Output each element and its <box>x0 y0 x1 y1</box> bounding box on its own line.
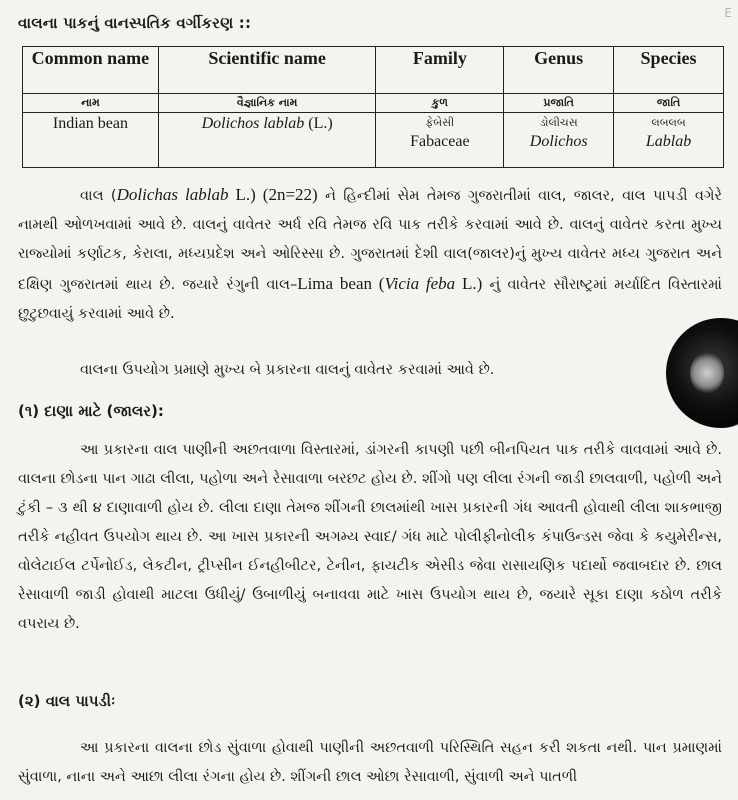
table-header-gu <box>23 94 724 113</box>
header-family: Family <box>376 47 504 94</box>
usage-paragraph: વાલના ઉપયોગ પ્રમાણે મુખ્ય બે પ્રકારના વાલનું વાવેતર કરવામાં આવે છે. <box>80 362 495 378</box>
header-scientific-name: Scientific name <box>158 47 376 94</box>
finger-highlight <box>690 352 724 394</box>
header-gu-genus: પ્રજાતિ <box>504 94 614 113</box>
header-gu-species: જાતિ <box>614 94 724 113</box>
table-row <box>23 113 724 168</box>
header-gu-scientific: વૈજ્ઞાનિક નામ <box>158 94 376 113</box>
cell-family: ફેબેસી Fabaceae <box>376 113 504 168</box>
table-header-en <box>23 47 724 94</box>
section-2-title: (૨) વાલ પાપડીઃ <box>18 692 116 710</box>
header-species: Species <box>614 47 724 94</box>
section-2-body: આ પ્રકારના વાલના છોડ સુંવાળા હોવાથી પાણીની અછતવાળી પરિસ્થિતિ સહન કરી શકતા નથી. પાન પ્રમાણમાં સુંવાળા, નાના અને આછા લીલા રંગના હોય છે. શીંગની છાલ ઓછા રેસાવાળી, સુંવાળી અને પાતળી <box>18 740 722 785</box>
cell-genus: ડોલીચસ Dolichos <box>504 113 614 168</box>
page-heading: વાલના પાકનું વાનસ્પતિક વર્ગીકરણ :: <box>18 14 252 32</box>
section-1-body: આ પ્રકારના વાલ પાણીની અછતવાળા વિસ્તારમાં, ડાંગરની કાપણી પછી બીનપિયત પાક તરીકે વાવવામાં આવે છે. વાલના છોડના પાન ગાઢા લીલા, પહોળા અને રેસાવાળા બરછટ હોય છે. શીંગો પણ લીલા રંગની જાડી છાલવાળી, પહોળી અને ટુંકી – ૩ થી ૪ દાણાવાળી હોય છે. લીલા દાણા તેમજ શીંગની છાલમાંથી ખાસ પ્રકારની ગંધ આવતી હોવાથી લીલા શાકભાજી તરીકે નહીવત ઉપયોગ થાય છે. આ ખાસ પ્રકારની અગમ્ય સ્વાદ/ ગંધ માટે પોલીફીનોલીક કંપાઉન્ડસ જેવા કે કયુમેરીન્સ, વોલેટાઈલ ટર્પેનોઈડ, લેકટીન, ટ્રીપ્સીન ઈનહીબીટર, ટેનીન, ફાયટીક એસીડ જેવા રાસાયણિક પદાર્થો જવાબદાર છે. છાલ રેસાવાળી જાડી હોવાથી માટલા ઉધીયું/ ઉબાળીયું બનાવવા માટે ખાસ ઉપયોગ થાય છે, જયારે સૂકા દાણા કઠોળ તરીકે વપરાય છે. <box>18 442 722 632</box>
classification-table <box>22 46 724 168</box>
cell-species: લબલબ Lablab <box>614 113 724 168</box>
cell-common-name: Indian bean <box>23 113 159 168</box>
header-common-name: Common name <box>23 47 159 94</box>
header-genus: Genus <box>504 47 614 94</box>
cell-scientific-name: Dolichos lablab (L.) <box>158 113 376 168</box>
intro-paragraph: વાલ (Dolichas lablab L.) (2n=22) ને હિન્દીમાં સેમ તેમજ ગુજરાતીમાં વાલ, જાલર, વાલ પાપડી વગેરે નામથી ઓળખવામાં આવે છે. વાલનું વાવેતર અર્ધ રવિ તેમજ રવિ પાક તરીકે કરવામાં આવે છે. વાલનું વાવેતર કરતા મુખ્ય રાજ્યોમાં કર્ણાટક, કેરાલા, મધ્યપ્રદેશ અને ઓરિસ્સા છે. ગુજરાતમાં દેશી વાલ(જાલર)નું મુખ્ય વાવેતર મધ્ય ગુજરાત અને દક્ષિણ ગુજરાતમાં થાય છે. જયારે રંગુની વાલ–Lima bean (Vicia feba L.) નું વાવેતર સૌરાષ્ટ્રમાં મર્યાદિત વિસ્તારમાં છુટુછવાયું કરવામાં આવે છે. <box>18 185 722 322</box>
section-1-title: (૧) દાણા માટે (જાલર): <box>18 402 164 420</box>
header-gu-family: કુળ <box>376 94 504 113</box>
header-gu-name: નામ <box>23 94 159 113</box>
corner-mark: E <box>724 6 732 20</box>
